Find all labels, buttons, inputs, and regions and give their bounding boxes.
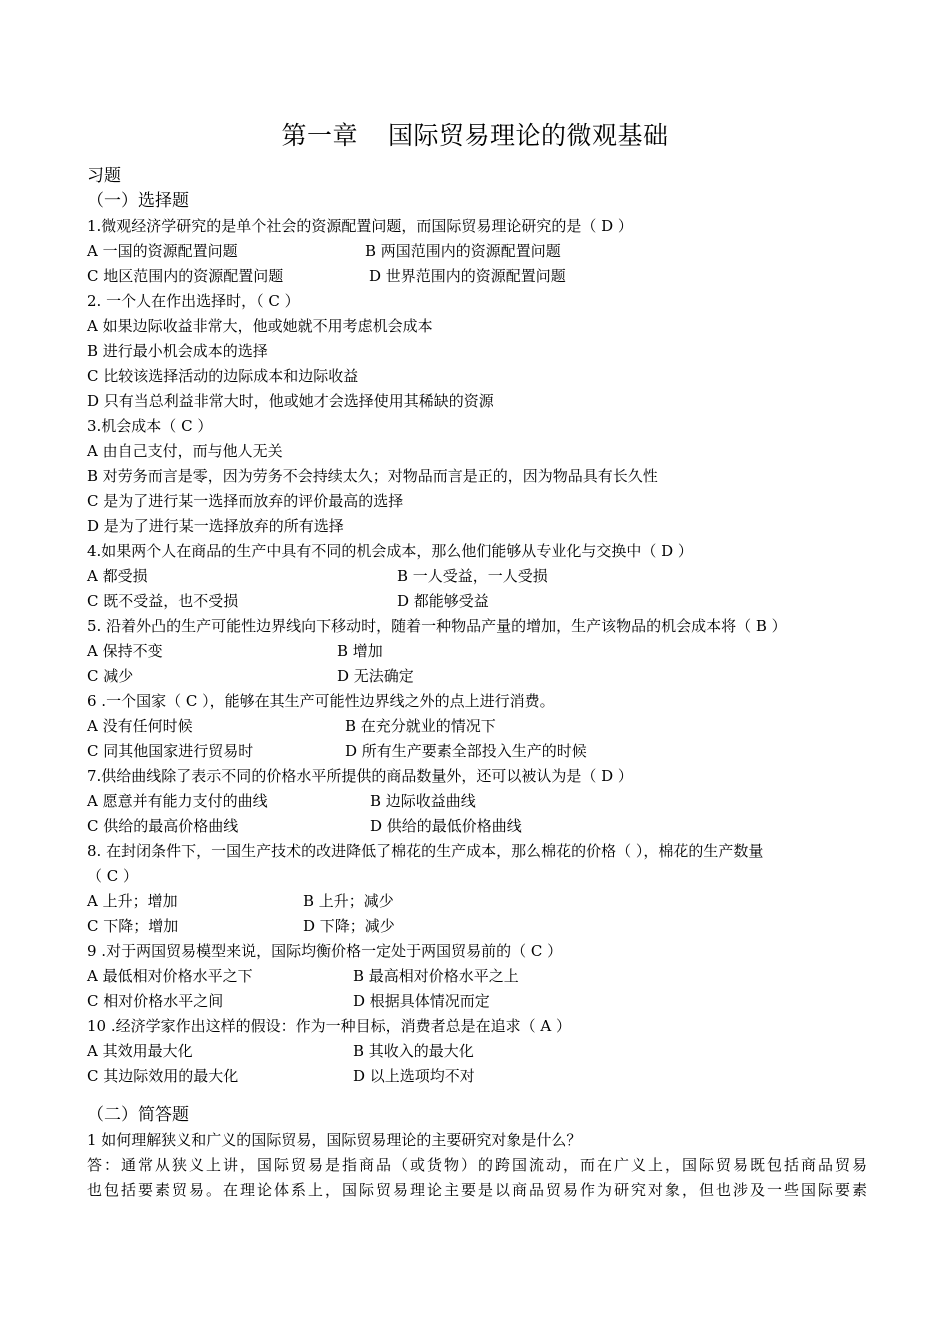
option-a: A 如果边际收益非常大，他或她就不用考虑机会成本 [87, 317, 433, 335]
option-row [87, 639, 867, 664]
option-a: A 都受损 [87, 567, 148, 585]
option-a: A 最低相对价格水平之下 [87, 967, 253, 985]
document-body [87, 164, 867, 1203]
option-d: D 无法确定 [337, 667, 414, 685]
question-text: 8. 在封闭条件下，一国生产技术的改进降低了棉花的生产成本，那么棉花的价格（ ），棉花的生产数量 [87, 842, 764, 860]
option-row [87, 989, 867, 1014]
option-a: A 一国的资源配置问题 [87, 242, 238, 260]
option-row [87, 964, 867, 989]
option-row [87, 1039, 867, 1064]
section-spacer [87, 1089, 867, 1103]
option-row [87, 714, 867, 739]
option-a: A 其效用最大化 [87, 1042, 193, 1060]
option-row [87, 789, 867, 814]
option-c: C 其边际效用的最大化 [87, 1067, 239, 1085]
question-text: 1.微观经济学研究的是单个社会的资源配置问题，而国际贸易理论研究的是（ D ） [87, 217, 633, 235]
option-b: B 进行最小机会成本的选择 [87, 342, 268, 360]
option-b: B 上升；减少 [303, 892, 394, 910]
option-b: B 最高相对价格水平之上 [353, 967, 519, 985]
chapter-number: 第一章 [281, 121, 358, 150]
option-row [87, 914, 867, 939]
option-a: A 愿意并有能力支付的曲线 [87, 792, 268, 810]
question-text: 6 .一个国家（ C ），能够在其生产可能性边界线之外的点上进行消费。 [87, 692, 555, 710]
chapter-title [0, 116, 950, 152]
option-b: B 增加 [337, 642, 383, 660]
option-d: D 世界范围内的资源配置问题 [369, 267, 566, 285]
question-text: 10 .经济学家作出这样的假设：作为一种目标，消费者总是在追求（ A ） [87, 1017, 571, 1035]
short-question: 1 如何理解狭义和广义的国际贸易，国际贸易理论的主要研究对象是什么？ [87, 1131, 582, 1149]
option-c: C 相对价格水平之间 [87, 992, 224, 1010]
question-text: 3.机会成本（ C ） [87, 417, 213, 435]
question-text: 9 .对于两国贸易模型来说，国际均衡价格一定处于两国贸易前的（ C ） [87, 942, 563, 960]
chapter-name: 国际贸易理论的微观基础 [388, 121, 669, 150]
option-c: C 比较该选择活动的边际成本和边际收益 [87, 367, 359, 385]
question-text: 7.供给曲线除了表示不同的价格水平所提供的商品数量外，还可以被认为是（ D ） [87, 767, 633, 785]
option-row [87, 664, 867, 689]
option-c: C 地区范围内的资源配置问题 [87, 267, 284, 285]
option-c: C 既不受益，也不受损 [87, 592, 239, 610]
option-c: C 同其他国家进行贸易时 [87, 742, 254, 760]
option-d: D 只有当总利益非常大时，他或她才会选择使用其稀缺的资源 [87, 392, 494, 410]
option-row [87, 1064, 867, 1089]
option-a: A 没有任何时候 [87, 717, 193, 735]
section-heading-choice: （一）选择题 [87, 191, 189, 211]
option-d: D 所有生产要素全部投入生产的时候 [345, 742, 587, 760]
option-row [87, 589, 867, 614]
option-a: A 保持不变 [87, 642, 163, 660]
option-b: B 两国范围内的资源配置问题 [365, 242, 561, 260]
option-row [87, 889, 867, 914]
section-heading-short-answer: （二）简答题 [87, 1105, 189, 1125]
option-d: D 是为了进行某一选择放弃的所有选择 [87, 517, 344, 535]
option-b: B 其收入的最大化 [353, 1042, 474, 1060]
option-row [87, 814, 867, 839]
question-text: 2. 一个人在作出选择时，（ C ） [87, 292, 300, 310]
option-d: D 供给的最低价格曲线 [370, 817, 522, 835]
option-d: D 都能够受益 [397, 592, 489, 610]
option-d: D 下降；减少 [303, 917, 395, 935]
option-b: B 在充分就业的情况下 [345, 717, 496, 735]
option-row [87, 239, 867, 264]
exercises-label: 习题 [87, 166, 121, 186]
option-c: C 减少 [87, 667, 134, 685]
option-c: C 下降；增加 [87, 917, 179, 935]
question-text: 4.如果两个人在商品的生产中具有不同的机会成本，那么他们能够从专业化与交换中（ D ） [87, 542, 693, 560]
answer-line: 答：通常从狭义上讲，国际贸易是指商品（或货物）的跨国流动，而在广义上，国际贸易既包括商品贸易 [87, 1156, 867, 1174]
option-d: D 以上选项均不对 [353, 1067, 475, 1085]
option-b: B 一人受益，一人受损 [397, 567, 548, 585]
option-a: A 由自己支付，而与他人无关 [87, 442, 283, 460]
answer-line: 也包括要素贸易。在理论体系上，国际贸易理论主要是以商品贸易作为研究对象，但也涉及一些国际要素 [87, 1181, 867, 1199]
option-b: B 对劳务而言是零，因为劳务不会持续太久；对物品而言是正的，因为物品具有长久性 [87, 467, 658, 485]
option-b: B 边际收益曲线 [370, 792, 476, 810]
question-text: 5. 沿着外凸的生产可能性边界线向下移动时，随着一种物品产量的增加，生产该物品的机会成本将（ B ） [87, 617, 787, 635]
option-d: D 根据具体情况而定 [353, 992, 490, 1010]
option-row [87, 739, 867, 764]
option-c: C 是为了进行某一选择而放弃的评价最高的选择 [87, 492, 404, 510]
option-row [87, 564, 867, 589]
option-row [87, 264, 867, 289]
option-a: A 上升；增加 [87, 892, 178, 910]
question-text-continued: （ C ） [87, 867, 139, 885]
option-c: C 供给的最高价格曲线 [87, 817, 239, 835]
